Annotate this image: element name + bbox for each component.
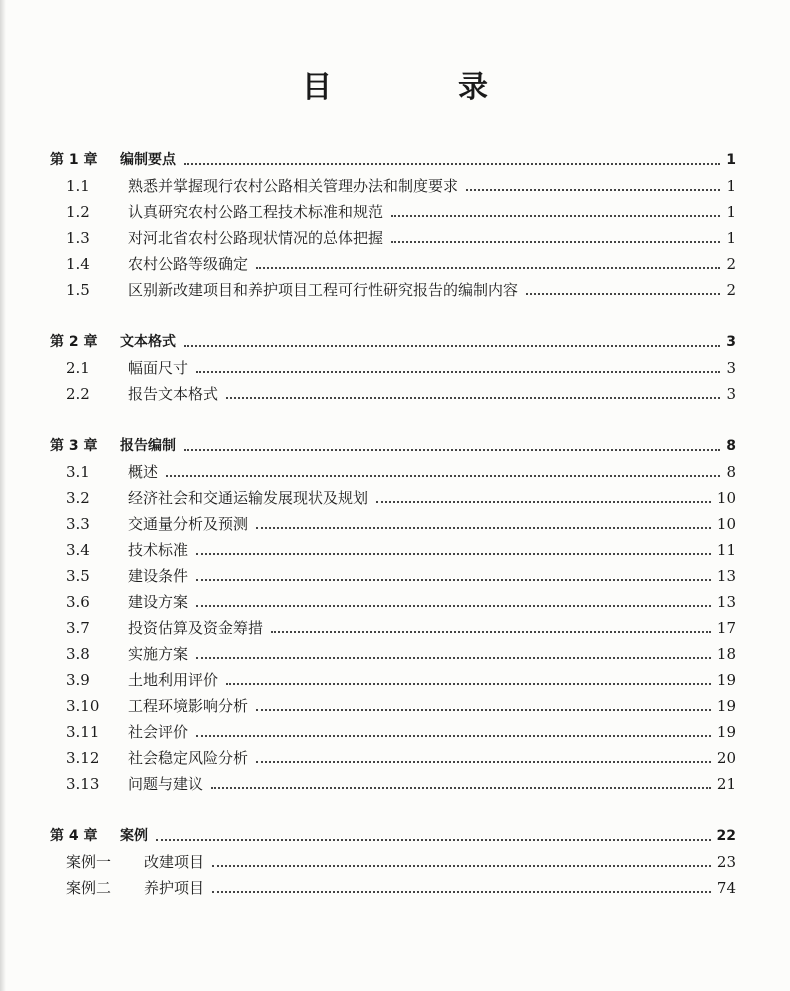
toc-section-1-1[interactable] [50, 172, 736, 196]
dot-leader [184, 345, 720, 347]
toc-section-2-2[interactable] [50, 380, 736, 404]
section-title: 工程环境影响分析 [128, 697, 249, 715]
page-number: 1 [726, 152, 736, 168]
section-title: 报告文本格式 [128, 385, 219, 403]
page-number: 19 [716, 697, 736, 715]
section-title: 认真研究农村公路工程技术标准和规范 [128, 203, 384, 221]
dot-leader [256, 527, 711, 529]
section-number: 3.5 [66, 567, 90, 585]
toc-section-3-10[interactable] [50, 692, 736, 716]
dot-leader [196, 605, 711, 607]
dot-leader [211, 787, 711, 789]
section-title: 投资估算及资金筹措 [128, 619, 264, 637]
section-title: 熟悉并掌握现行农村公路相关管理办法和制度要求 [128, 177, 459, 195]
section-number: 3.4 [66, 541, 90, 559]
dot-leader [391, 215, 720, 217]
dot-leader [256, 709, 711, 711]
section-number: 1.1 [66, 177, 90, 195]
toc-chapter-3[interactable] [50, 432, 736, 456]
page-number: 22 [716, 828, 736, 844]
page-number: 8 [726, 438, 736, 454]
section-number: 1.5 [66, 281, 90, 299]
toc-section-3-9[interactable] [50, 666, 736, 690]
section-title: 问题与建议 [128, 775, 204, 793]
section-title: 建设方案 [128, 593, 189, 611]
page-number: 21 [716, 775, 736, 793]
dot-leader [196, 579, 711, 581]
toc-case-1[interactable] [50, 848, 736, 872]
section-number: 3.7 [66, 619, 90, 637]
dot-leader [376, 501, 711, 503]
section-number: 1.4 [66, 255, 90, 273]
page-number: 8 [726, 463, 736, 481]
page-edge-shadow [0, 0, 6, 991]
page-number: 1 [726, 177, 736, 195]
page-number: 1 [726, 229, 736, 247]
section-title: 社会评价 [128, 723, 189, 741]
section-number: 3.10 [66, 697, 100, 715]
dot-leader [184, 163, 720, 165]
toc-section-1-2[interactable] [50, 198, 736, 222]
page-number: 20 [716, 749, 736, 767]
dot-leader [166, 475, 720, 477]
page-number: 74 [716, 879, 736, 897]
page-number: 17 [716, 619, 736, 637]
page-number: 18 [716, 645, 736, 663]
toc-chapter-1[interactable] [50, 146, 736, 170]
section-number: 3.6 [66, 593, 90, 611]
section-number: 3.3 [66, 515, 90, 533]
page-number: 2 [726, 255, 736, 273]
page-title: 目 录 [302, 70, 536, 105]
section-title: 实施方案 [128, 645, 189, 663]
toc-section-1-4[interactable] [50, 250, 736, 274]
page-number: 13 [716, 567, 736, 585]
toc-section-3-3[interactable] [50, 510, 736, 534]
toc-section-3-1[interactable] [50, 458, 736, 482]
page-number: 23 [716, 853, 736, 871]
page-number: 13 [716, 593, 736, 611]
dot-leader [196, 371, 720, 373]
dot-leader [156, 839, 711, 841]
toc-section-3-13[interactable] [50, 770, 736, 794]
case-number: 案例二 [66, 879, 112, 897]
toc-section-1-3[interactable] [50, 224, 736, 248]
chapter-title: 报告编制 [120, 438, 176, 454]
toc-section-3-8[interactable] [50, 640, 736, 664]
toc-section-1-5[interactable] [50, 276, 736, 300]
page-number: 3 [726, 385, 736, 403]
section-title: 概述 [128, 463, 159, 481]
chapter-number: 第 3 章 [50, 438, 98, 454]
toc-chapter-4[interactable] [50, 822, 736, 846]
chapter-number: 第 4 章 [50, 828, 98, 844]
dot-leader [271, 631, 711, 633]
section-title: 区别新改建项目和养护项目工程可行性研究报告的编制内容 [128, 281, 519, 299]
section-number: 3.1 [66, 463, 90, 481]
toc-section-3-11[interactable] [50, 718, 736, 742]
toc-chapter-2[interactable] [50, 328, 736, 352]
toc-section-3-6[interactable] [50, 588, 736, 612]
case-number: 案例一 [66, 853, 112, 871]
section-number: 3.8 [66, 645, 90, 663]
section-number: 3.9 [66, 671, 90, 689]
section-title: 交通量分析及预测 [128, 515, 249, 533]
section-number: 3.13 [66, 775, 100, 793]
section-title: 社会稳定风险分析 [128, 749, 249, 767]
toc-section-3-7[interactable] [50, 614, 736, 638]
section-number: 3.12 [66, 749, 100, 767]
page-number: 19 [716, 723, 736, 741]
dot-leader [256, 761, 711, 763]
dot-leader [196, 553, 711, 555]
section-number: 3.2 [66, 489, 90, 507]
dot-leader [184, 449, 720, 451]
dot-leader [226, 683, 711, 685]
section-title: 建设条件 [128, 567, 189, 585]
page-number: 11 [716, 541, 736, 559]
page-number: 10 [716, 515, 736, 533]
section-title: 农村公路等级确定 [128, 255, 249, 273]
chapter-title: 编制要点 [120, 152, 176, 168]
page-number: 10 [716, 489, 736, 507]
dot-leader [212, 891, 711, 893]
page-number: 1 [726, 203, 736, 221]
case-title: 养护项目 [144, 879, 205, 897]
toc-section-3-2[interactable] [50, 484, 736, 508]
section-title: 技术标准 [128, 541, 189, 559]
case-title: 改建项目 [144, 853, 205, 871]
section-title: 土地利用评价 [128, 671, 219, 689]
dot-leader [196, 657, 711, 659]
toc-section-2-1[interactable] [50, 354, 736, 378]
section-number: 2.2 [66, 385, 90, 403]
chapter-number: 第 1 章 [50, 152, 98, 168]
chapter-number: 第 2 章 [50, 334, 98, 350]
section-title: 对河北省农村公路现状情况的总体把握 [128, 229, 384, 247]
dot-leader [526, 293, 720, 295]
chapter-title: 文本格式 [120, 334, 176, 350]
toc-section-3-12[interactable] [50, 744, 736, 768]
section-number: 2.1 [66, 359, 90, 377]
toc-case-2[interactable] [50, 874, 736, 898]
toc-section-3-5[interactable] [50, 562, 736, 586]
dot-leader [391, 241, 720, 243]
page-number: 3 [726, 334, 736, 350]
dot-leader [212, 865, 711, 867]
dot-leader [226, 397, 720, 399]
toc-section-3-4[interactable] [50, 536, 736, 560]
section-number: 1.2 [66, 203, 90, 221]
page-number: 19 [716, 671, 736, 689]
dot-leader [466, 189, 720, 191]
dot-leader [196, 735, 711, 737]
page-number: 2 [726, 281, 736, 299]
chapter-title: 案例 [120, 828, 148, 844]
dot-leader [256, 267, 720, 269]
section-number: 3.11 [66, 723, 100, 741]
page-number: 3 [726, 359, 736, 377]
section-title: 经济社会和交通运输发展现状及规划 [128, 489, 369, 507]
section-number: 1.3 [66, 229, 90, 247]
section-title: 幅面尺寸 [128, 359, 189, 377]
